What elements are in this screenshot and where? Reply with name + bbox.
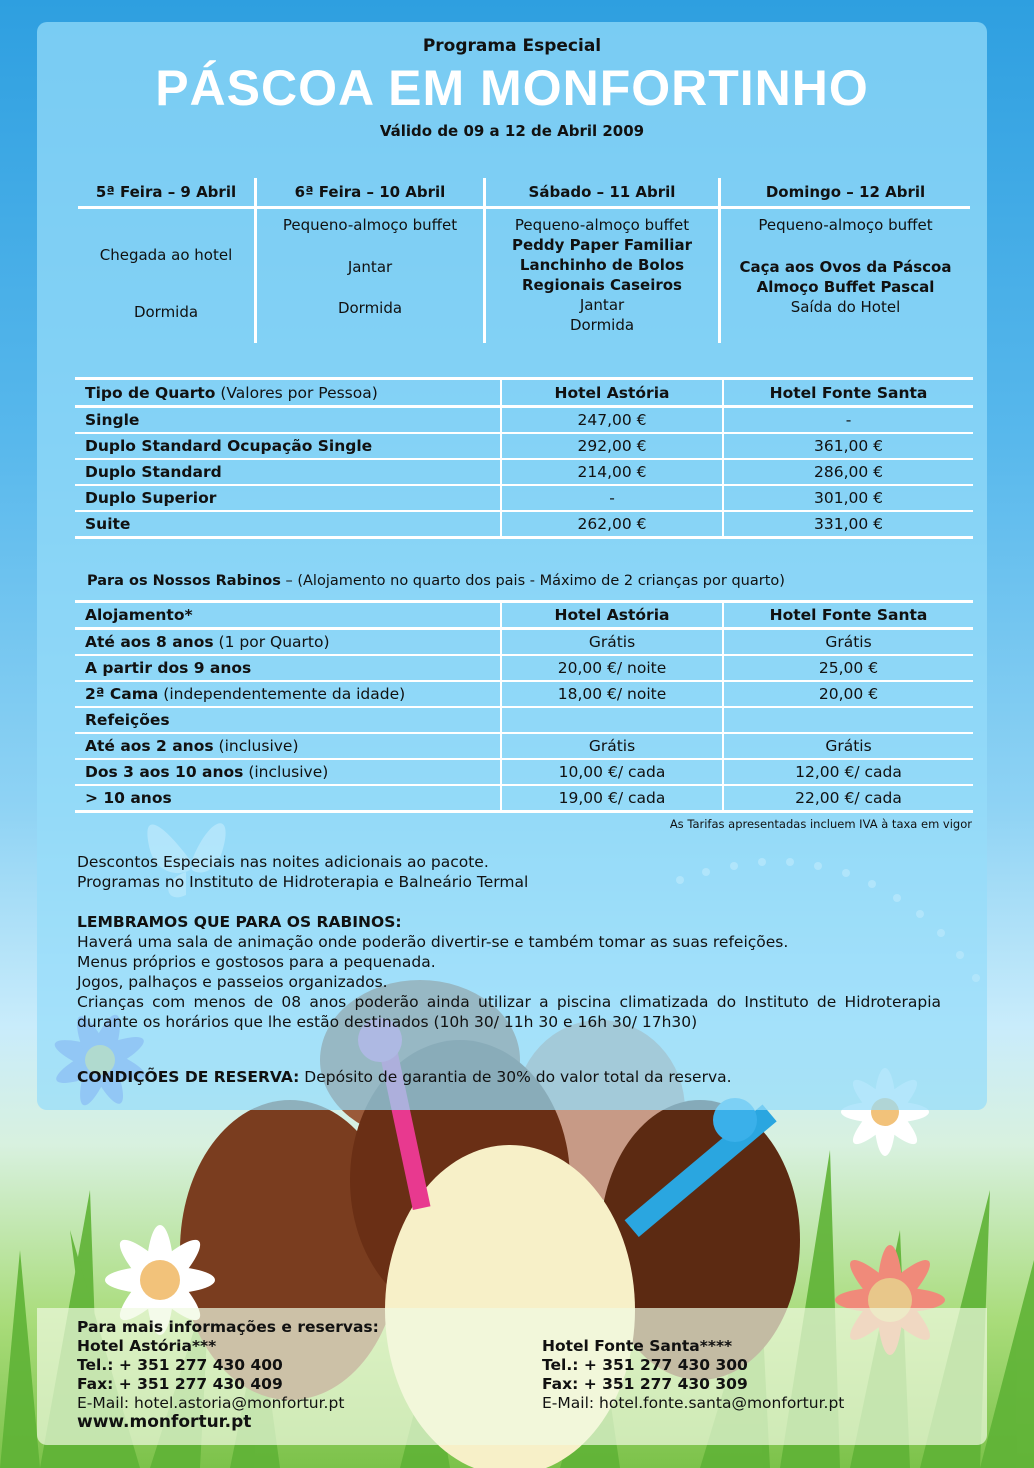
reminder-section [77, 912, 941, 1032]
website-link[interactable]: www.monfortur.pt [77, 1412, 252, 1432]
reminder-title: LEMBRAMOS QUE PARA OS RABINOS: [77, 913, 402, 931]
reminder-line: Menus próprios e gostosos para a pequenada. [77, 953, 436, 971]
price-cell: Grátis [501, 629, 723, 656]
schedule-highlight: Peddy Paper Familiar [512, 236, 692, 254]
price-cell [723, 707, 973, 733]
kids-intro [87, 571, 785, 591]
room-name: Suite [75, 511, 501, 538]
room-name: Duplo Standard [75, 459, 501, 485]
schedule-item: Dormida [569, 316, 635, 334]
schedule-day4-cell [720, 208, 971, 344]
room-name: Duplo Standard Ocupação Single [75, 433, 501, 459]
schedule-item: Saída do Hotel [790, 298, 901, 316]
kids-category-note: (inclusive) [243, 763, 329, 781]
price-cell: 20,00 €/ noite [501, 655, 723, 681]
kids-category-label: Até aos 2 anos [85, 737, 214, 755]
schedule-item: Jantar [347, 258, 393, 276]
discount-line: Descontos Especiais nas noites adicionais ao pacote. [77, 853, 489, 871]
table-row [75, 655, 973, 681]
price-cell: 286,00 € [723, 459, 973, 485]
page-title: PÁSCOA EM MONFORTINHO [155, 60, 869, 116]
price-cell: 22,00 €/ cada [723, 785, 973, 812]
kids-price-table [75, 600, 973, 813]
discount-line: Programas no Instituto de Hidroterapia e Balneário Termal [77, 873, 529, 891]
table-row [75, 433, 973, 459]
validity-dates: Válido de 09 a 12 de Abril 2009 [379, 122, 645, 140]
schedule-day-header: 5ª Feira – 9 Abril [78, 178, 256, 208]
table-row [75, 681, 973, 707]
reminder-paragraph: Crianças com menos de 08 anos poderão ainda utilizar a piscina climatizada do Instituto de Hidroterapia durante os horários que lhe estão destinados (10h 30/ 11h 30 e 16h 30/ 17h30) [77, 993, 941, 1031]
schedule-table [78, 178, 970, 343]
contact-astoria [77, 1318, 379, 1432]
price-cell: - [723, 407, 973, 434]
kids-category-note: (independentemente da idade) [158, 685, 406, 703]
kids-category-note: (1 por Quarto) [213, 633, 330, 651]
price-cell: 361,00 € [723, 433, 973, 459]
price-cell: 214,00 € [501, 459, 723, 485]
kids-category-label: > 10 anos [85, 789, 172, 807]
schedule-item: Jantar [579, 296, 625, 314]
table-row [75, 629, 973, 656]
room-price-table [75, 377, 973, 539]
room-name: Duplo Superior [75, 485, 501, 511]
room-type-label: Tipo de Quarto [85, 383, 216, 402]
kids-category-label: Dos 3 aos 10 anos [85, 763, 244, 781]
kids-intro-note: – (Alojamento no quarto dos pais - Máximo de 2 crianças por quarto) [280, 573, 785, 589]
price-cell: 25,00 € [723, 655, 973, 681]
schedule-item: Dormida [337, 299, 403, 317]
table-row [75, 785, 973, 812]
kids-category [75, 785, 501, 812]
schedule-item: Pequeno-almoço buffet [758, 216, 933, 234]
price-cell: - [501, 485, 723, 511]
email-address: E-Mail: hotel.astoria@monfortur.pt [77, 1394, 345, 1412]
schedule-highlight: Regionais Caseiros [521, 276, 682, 294]
page-header [37, 36, 987, 140]
booking-label: CONDIÇÕES DE RESERVA: [77, 1068, 300, 1086]
phone-number: Tel.: + 351 277 430 400 [77, 1356, 283, 1374]
table-row [75, 759, 973, 785]
price-cell: 292,00 € [501, 433, 723, 459]
kids-category [75, 681, 501, 707]
schedule-highlight: Almoço Buffet Pascal [756, 278, 935, 296]
room-name: Single [75, 407, 501, 434]
table-row [75, 485, 973, 511]
kids-category [75, 707, 501, 733]
kids-category-note: (inclusive) [213, 737, 299, 755]
schedule-day3-cell [485, 208, 720, 344]
reminder-line: Jogos, palhaços e passeios organizados. [77, 973, 388, 991]
discounts-text [77, 852, 528, 892]
schedule-item: Dormida [133, 303, 199, 321]
room-type-note: (Valores por Pessoa) [220, 383, 378, 402]
schedule-day-header: Domingo – 12 Abril [720, 178, 971, 208]
contact-heading: Para mais informações e reservas: [77, 1318, 379, 1336]
room-type-header [75, 379, 501, 407]
kids-category [75, 655, 501, 681]
price-cell: 262,00 € [501, 511, 723, 538]
hotel-fonte-santa-header: Hotel Fonte Santa [723, 602, 973, 629]
schedule-day-header: Sábado – 11 Abril [485, 178, 720, 208]
tax-note: As Tarifas apresentadas incluem IVA à taxa em vigor [669, 817, 972, 831]
schedule-highlight: Lanchinho de Bolos [519, 256, 685, 274]
kids-category [75, 733, 501, 759]
price-cell: 12,00 €/ cada [723, 759, 973, 785]
price-cell: 18,00 €/ noite [501, 681, 723, 707]
booking-conditions [77, 1067, 732, 1087]
price-cell: Grátis [723, 733, 973, 759]
kids-category [75, 759, 501, 785]
schedule-day-header: 6ª Feira – 10 Abril [256, 178, 485, 208]
kids-intro-label: Para os Nossos Rabinos [87, 573, 281, 589]
table-row [75, 602, 973, 629]
kids-category-label: Até aos 8 anos [85, 633, 214, 651]
page-subtitle: Programa Especial [422, 36, 602, 56]
kids-meals-label: Refeições [85, 711, 170, 729]
price-cell: 20,00 € [723, 681, 973, 707]
kids-category-label: A partir dos 9 anos [85, 659, 252, 677]
price-cell [501, 707, 723, 733]
booking-text: Depósito de garantia de 30% do valor total da reserva. [299, 1068, 732, 1086]
table-row [75, 733, 973, 759]
fax-number: Fax: + 351 277 430 309 [542, 1375, 748, 1393]
email-address: E-Mail: hotel.fonte.santa@monfortur.pt [542, 1394, 845, 1412]
schedule-day1-cell [78, 208, 256, 344]
fax-number: Fax: + 351 277 430 409 [77, 1375, 283, 1393]
kids-category-label: 2ª Cama [85, 685, 159, 703]
schedule-item: Pequeno-almoço buffet [514, 216, 690, 234]
schedule-item: Chegada ao hotel [99, 246, 233, 264]
phone-number: Tel.: + 351 277 430 300 [542, 1356, 748, 1374]
table-row [75, 511, 973, 538]
hotel-astoria-header: Hotel Astória [501, 379, 723, 407]
table-row [75, 707, 973, 733]
price-cell: 331,00 € [723, 511, 973, 538]
reminder-line: Haverá uma sala de animação onde poderão divertir-se e também tomar as suas refeições. [77, 933, 789, 951]
table-row [75, 459, 973, 485]
hotel-name: Hotel Fonte Santa**** [542, 1337, 733, 1355]
price-cell: 301,00 € [723, 485, 973, 511]
price-cell: 19,00 €/ cada [501, 785, 723, 812]
contact-fonte-santa [542, 1337, 844, 1413]
table-row [75, 407, 973, 434]
price-cell: Grátis [723, 629, 973, 656]
price-cell: 10,00 €/ cada [501, 759, 723, 785]
price-cell: Grátis [501, 733, 723, 759]
hotel-fonte-santa-header: Hotel Fonte Santa [723, 379, 973, 407]
hotel-astoria-header: Hotel Astória [501, 602, 723, 629]
price-cell: 247,00 € [501, 407, 723, 434]
hotel-name: Hotel Astória*** [77, 1337, 217, 1355]
schedule-highlight: Caça aos Ovos da Páscoa [739, 258, 952, 276]
kids-category [75, 629, 501, 656]
schedule-day2-cell [256, 208, 485, 344]
schedule-item: Pequeno-almoço buffet [282, 216, 458, 234]
kids-accommodation-header: Alojamento* [75, 602, 501, 629]
